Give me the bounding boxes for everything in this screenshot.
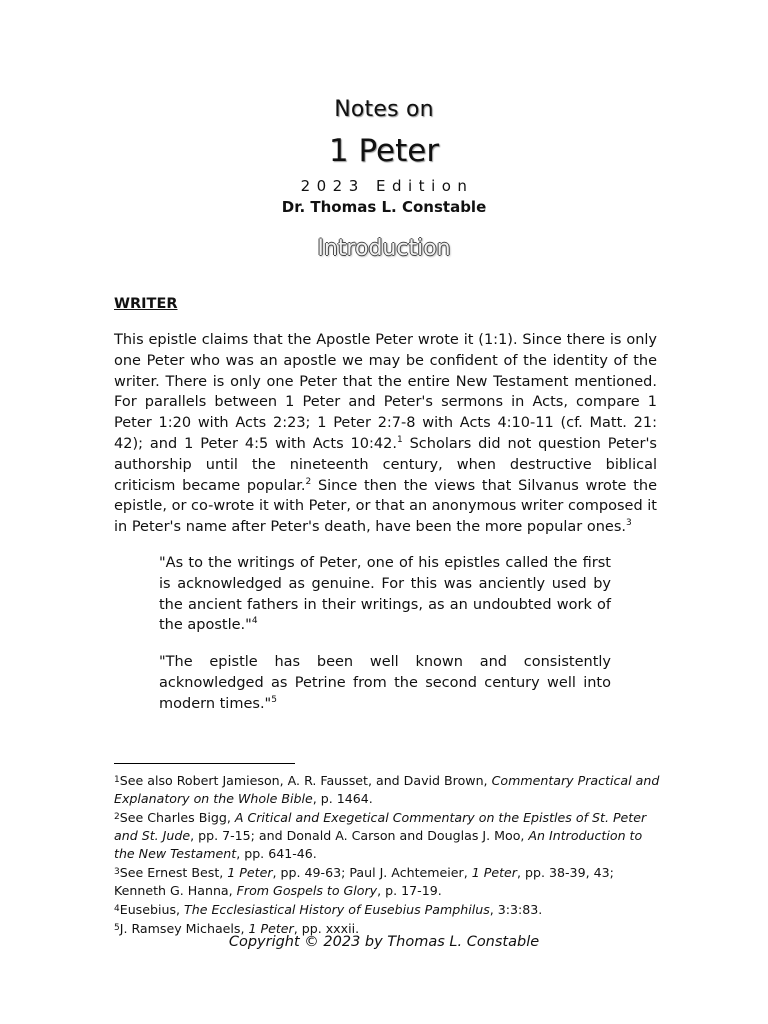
- footnote-ref-2[interactable]: 2: [305, 476, 312, 487]
- footnotes-list: [114, 771, 662, 938]
- footnote-number: 3: [114, 867, 120, 877]
- footnote-text: , p. 17-19.: [377, 883, 442, 898]
- footnote-title: From Gospels to Glory: [236, 883, 378, 898]
- writer-heading: WRITER: [114, 296, 178, 312]
- footnote-number: 4: [114, 904, 120, 914]
- footnote-number: 2: [114, 812, 120, 822]
- footnote-text: , pp. xxxii.: [293, 921, 360, 936]
- footnote-text: See Ernest Best,: [119, 865, 228, 880]
- footnote-title: 1 Peter: [227, 865, 273, 880]
- footnote-ref-1[interactable]: 1: [396, 434, 403, 445]
- footnote-ref-3[interactable]: 3: [626, 518, 632, 529]
- footnote-title: 1 Peter: [248, 921, 294, 936]
- section-title-text: Introduction: [317, 236, 451, 261]
- edition-label: 2023 Edition: [300, 177, 474, 195]
- footnote-text: , p. 1464.: [312, 791, 373, 806]
- quote-1-text: "As to the writings of Peter, one of his epistles called the first is acknowledged as genuine. For this was anciently used by the ancient fathers in their writings, as an undoubted work of the apostle.": [159, 555, 611, 634]
- copyright-footer: Copyright © 2023 by Thomas L. Constable: [228, 934, 540, 950]
- footnote-ref-4[interactable]: 4: [251, 616, 258, 627]
- footnote-title: An Introduction to the New Testament: [114, 828, 643, 861]
- footnote-text: See also Robert Jamieson, A. R. Fausset, and David Brown,: [119, 773, 492, 788]
- footnote-separator: [114, 763, 295, 764]
- writer-paragraph: [114, 330, 657, 538]
- footnote-text: Eusebius,: [119, 902, 185, 917]
- footnote-item: [114, 771, 662, 808]
- paragraph-part-2: Scholars did not question Peter's authorship until the nineteenth century, when destructive biblical criticism became popular.: [114, 435, 657, 494]
- paragraph-part-1: This epistle claims that the Apostle Peter wrote it (1:1). Since there is only one Peter who was an apostle we may be confident of the identity of the writer. There is only one Peter that the entire New Testament mentioned. For parallels between 1 Peter and Peter's sermons in Acts, compare 1 Peter 1:20 with Acts 2:23; 1 Peter 2:7-8 with Acts 4:10-11 (cf. Matt. 21: 42); and 1 Peter 4:5 with Acts 10:42.: [114, 332, 657, 452]
- book-title: 1 Peter: [328, 133, 440, 169]
- author-name: Dr. Thomas L. Constable: [281, 198, 487, 216]
- footnote-number: 5: [114, 923, 120, 933]
- footnote-title: Commentary Practical and Explanatory on the Whole Bible: [114, 773, 660, 806]
- block-quote-2: [159, 652, 611, 714]
- footnote-text: , pp. 38-39, 43; Kenneth G. Hanna,: [114, 865, 614, 898]
- block-quote-1: [159, 553, 611, 636]
- footnote-text: , pp. 49-63; Paul J. Achtemeier,: [272, 865, 472, 880]
- footnote-item: [114, 900, 662, 919]
- title-notes-on: Notes on: [334, 97, 434, 122]
- footnote-item: [114, 863, 662, 900]
- footnote-item: [114, 808, 662, 863]
- section-title: [0, 236, 768, 261]
- footnote-title: A Critical and Exegetical Commentary on the Epistles of St. Peter and St. Jude: [114, 810, 647, 843]
- footnote-number: 1: [114, 775, 120, 785]
- footnote-text: , 3:3:83.: [489, 902, 543, 917]
- footnote-text: J. Ramsey Michaels,: [119, 921, 249, 936]
- footnote-title: The Ecclesiastical History of Eusebius Pamphilus: [184, 902, 490, 917]
- quote-2-text: "The epistle has been well known and consistently acknowledged as Petrine from the second century well into modern times.": [159, 654, 611, 712]
- footnote-text: , pp. 7-15; and Donald A. Carson and Douglas J. Moo,: [190, 828, 529, 843]
- footnote-ref-5[interactable]: 5: [271, 694, 277, 705]
- footnote-text: See Charles Bigg,: [119, 810, 235, 825]
- footnote-title: 1 Peter: [471, 865, 517, 880]
- footnote-text: , pp. 641-46.: [236, 846, 317, 861]
- paragraph-part-3: Since then the views that Silvanus wrote the epistle, or co-wrote it with Peter, or that an anonymous writer composed it in Peter's name after Peter's death, have been the more popular ones.: [114, 477, 657, 536]
